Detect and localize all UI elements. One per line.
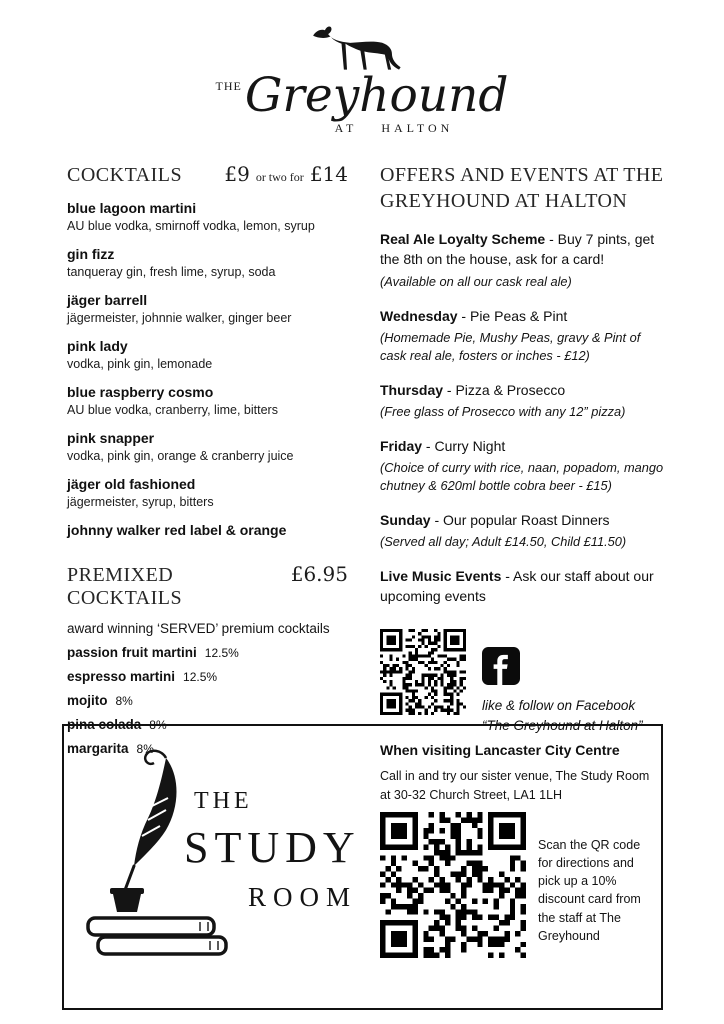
offer-rest: - Curry Night bbox=[422, 437, 506, 454]
cocktail-name: jäger old fashioned bbox=[67, 476, 196, 492]
cocktail-desc: jägermeister, syrup, bitters bbox=[67, 495, 214, 509]
offer-text bbox=[380, 229, 670, 270]
cocktails-column bbox=[67, 162, 348, 756]
premixed-item bbox=[67, 645, 348, 660]
premixed-abv: 8% bbox=[115, 694, 133, 708]
logo-halton: HALTON bbox=[381, 121, 454, 135]
cocktails-title: COCKTAILS bbox=[67, 164, 183, 186]
greyhound-dog-icon bbox=[307, 20, 417, 72]
logo-name: Greyhound bbox=[244, 68, 509, 123]
cocktail-desc: tanqueray gin, fresh lime, syrup, soda bbox=[67, 265, 276, 279]
facebook-caption-line2: “The Greyhound at Halton” bbox=[482, 717, 643, 733]
cocktail-item bbox=[67, 522, 348, 538]
study-room-logo-the: THE bbox=[194, 788, 253, 814]
premixed-name: passion fruit martini bbox=[67, 645, 197, 660]
cocktail-item bbox=[67, 384, 348, 417]
offer-bold: Live Music Events bbox=[380, 568, 502, 585]
visit-heading: When visiting Lancaster City Centre bbox=[380, 742, 620, 758]
cocktail-name: johnny walker red label & orange bbox=[67, 522, 287, 538]
facebook-caption bbox=[482, 629, 643, 737]
cocktail-name: blue raspberry cosmo bbox=[67, 384, 214, 400]
premixed-header bbox=[67, 562, 348, 610]
cocktails-pricing bbox=[224, 162, 348, 186]
premixed-title: PREMIXED COCKTAILS bbox=[67, 564, 183, 609]
offer-bold: Friday bbox=[380, 437, 423, 454]
offer-note: (Choice of curry with rice, naan, popadom, mango chutney & 620ml bottle cobra beer - £15) bbox=[380, 460, 664, 494]
premixed-name: mojito bbox=[67, 693, 108, 708]
offer-bold: Real Ale Loyalty Scheme bbox=[380, 231, 546, 247]
premixed-name: pina colada bbox=[67, 717, 142, 732]
price-connector: or two for bbox=[255, 170, 304, 184]
offer-note: (Free glass of Prosecco with any 12” pizza) bbox=[380, 403, 626, 419]
premixed-abv: 8% bbox=[149, 718, 167, 732]
logo-at: AT bbox=[334, 121, 358, 135]
offer-bold: Wednesday bbox=[380, 307, 458, 324]
premixed-abv: 8% bbox=[136, 742, 154, 756]
offer-text bbox=[380, 510, 670, 530]
premixed-name: margarita bbox=[67, 741, 129, 756]
logo-location bbox=[0, 121, 724, 136]
offer-item bbox=[380, 436, 670, 495]
cocktail-name: pink lady bbox=[67, 338, 128, 354]
facebook-section bbox=[380, 629, 670, 737]
visit-body-line1: Call in and try our sister venue, The Study Room bbox=[380, 769, 650, 783]
cocktail-item bbox=[67, 430, 348, 463]
offer-item bbox=[380, 566, 670, 607]
price-double: £14 bbox=[309, 162, 348, 186]
offers-column bbox=[380, 162, 670, 736]
cocktail-desc: jägermeister, johnnie walker, ginger beer bbox=[67, 311, 292, 325]
study-room-panel bbox=[62, 724, 663, 1010]
logo-the: THE bbox=[215, 79, 242, 93]
cocktail-desc: vodka, pink gin, orange & cranberry juice bbox=[67, 449, 294, 463]
premixed-price: £6.95 bbox=[290, 562, 348, 586]
offer-rest: - Ask our staff about our upcoming events bbox=[380, 568, 654, 605]
offer-rest: - Pizza & Prosecco bbox=[443, 381, 566, 398]
premixed-name: espresso martini bbox=[67, 669, 176, 684]
cocktail-item bbox=[67, 200, 348, 233]
offer-note: (Served all day; Adult £14.50, Child £11.50) bbox=[380, 534, 627, 550]
premixed-item bbox=[67, 693, 348, 708]
greyhound-logo bbox=[0, 20, 724, 136]
premixed-subtitle: award winning ‘SERVED’ premium cocktails bbox=[67, 621, 330, 636]
offer-item bbox=[380, 229, 670, 291]
cocktail-desc: AU blue vodka, cranberry, lime, bitters bbox=[67, 403, 278, 417]
facebook-qr-code bbox=[380, 629, 466, 715]
offer-text bbox=[380, 566, 670, 607]
premixed-abv: 12.5% bbox=[204, 646, 239, 660]
premixed-item bbox=[67, 669, 348, 684]
qr-instructions: Scan the QR code for directions and pick up a 10% discount card from the staff at The Greyhound bbox=[538, 838, 641, 943]
cocktail-desc: vodka, pink gin, lemonade bbox=[67, 357, 213, 371]
cocktail-item bbox=[67, 476, 348, 509]
offer-text bbox=[380, 436, 670, 456]
facebook-caption-line1: like & follow on Facebook bbox=[482, 697, 636, 713]
cocktail-name: blue lagoon martini bbox=[67, 200, 197, 216]
offer-bold: Sunday bbox=[380, 511, 431, 528]
premixed-pricing bbox=[291, 562, 348, 586]
cocktail-name: pink snapper bbox=[67, 430, 155, 446]
cocktail-name: jäger barrell bbox=[67, 292, 148, 308]
study-room-logo-room: ROOM bbox=[248, 882, 358, 912]
cocktail-desc: AU blue vodka, smirnoff vodka, lemon, syrup bbox=[67, 219, 315, 233]
cocktail-item bbox=[67, 292, 348, 325]
offer-bold: Thursday bbox=[380, 381, 444, 398]
offer-item bbox=[380, 380, 670, 421]
offer-text bbox=[380, 306, 670, 326]
cocktail-name: gin fizz bbox=[67, 246, 115, 262]
offer-text bbox=[380, 380, 670, 400]
cocktail-item bbox=[67, 246, 348, 279]
cocktails-header bbox=[67, 162, 348, 187]
offer-note: (Homemade Pie, Mushy Peas, gravy & Pint of cask real ale, fosters or inches - £12) bbox=[380, 329, 641, 363]
offer-note: (Available on all our cask real ale) bbox=[380, 273, 572, 289]
study-room-logo-study: STUDY bbox=[184, 823, 361, 872]
facebook-icon bbox=[482, 647, 520, 685]
premixed-abv: 12.5% bbox=[183, 670, 218, 684]
cocktail-item bbox=[67, 338, 348, 371]
price-single: £9 bbox=[224, 162, 250, 186]
visit-body-line2: at 30-32 Church Street, LA1 1LH bbox=[380, 787, 563, 802]
offer-item bbox=[380, 510, 670, 551]
offer-rest: - Our popular Roast Dinners bbox=[430, 511, 610, 528]
offer-item bbox=[380, 306, 670, 365]
offer-rest: - Buy 7 pints, get the 8th on the house, ask for a card! bbox=[380, 231, 655, 268]
offer-rest: - Pie Peas & Pint bbox=[457, 307, 568, 324]
offers-title: OFFERS AND EVENTS AT THE GREYHOUND AT HALTON bbox=[380, 164, 664, 212]
visit-body bbox=[380, 767, 649, 805]
study-room-qr-code bbox=[380, 812, 526, 958]
logo-wordmark bbox=[0, 68, 724, 123]
